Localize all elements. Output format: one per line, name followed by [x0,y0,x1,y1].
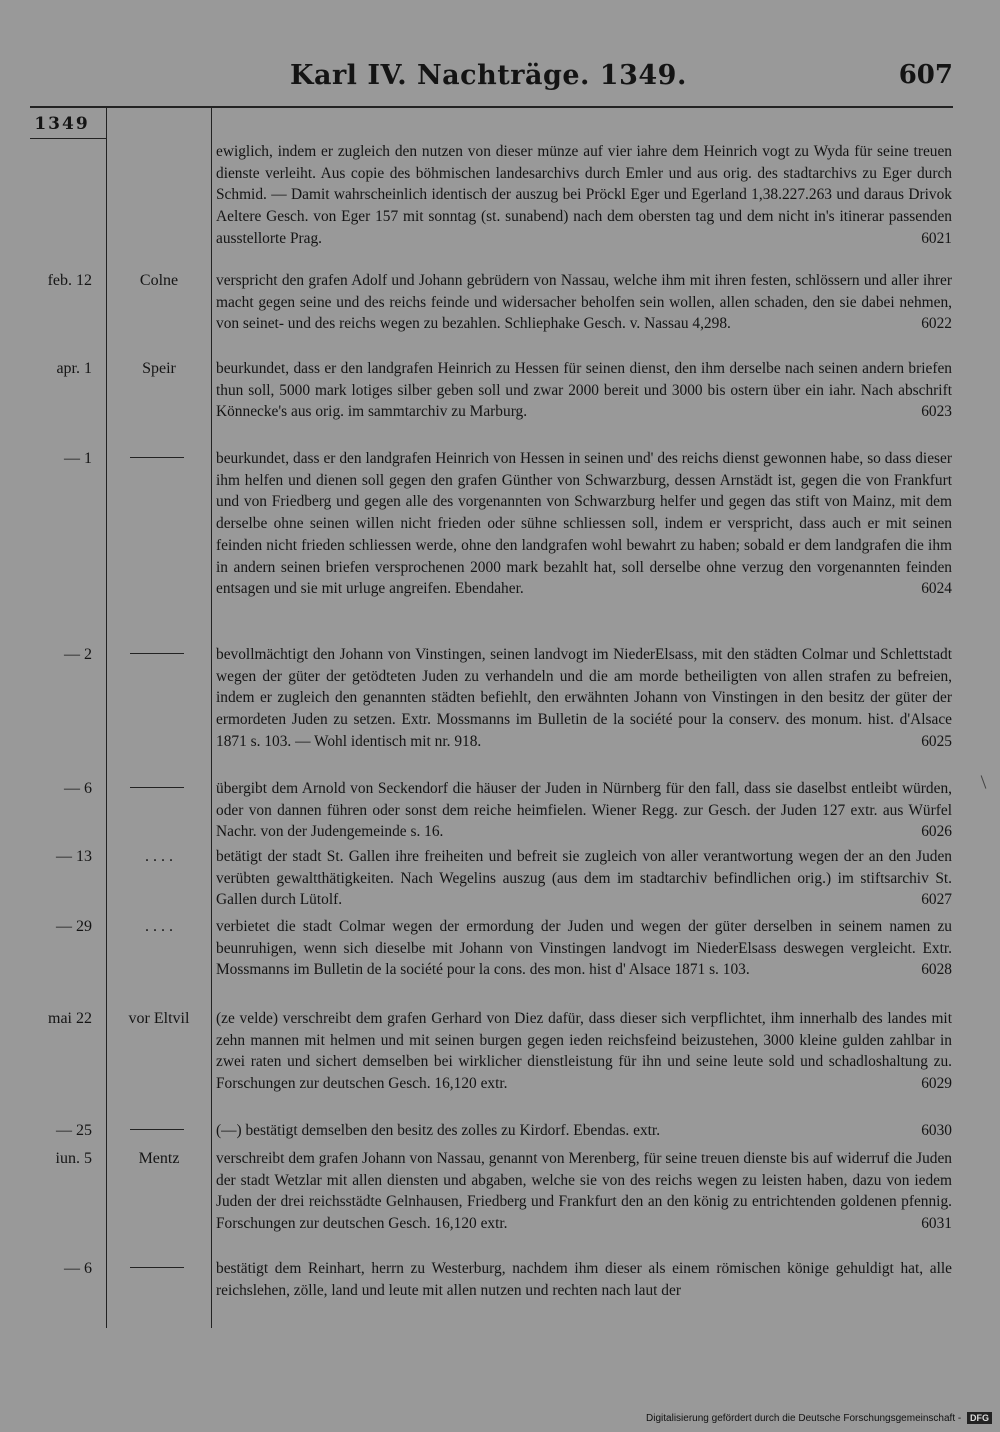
entry-text: verschreibt dem grafen Johann von Nassau, genannt von Merenberg, für seine treuen dienste bis auf widerruf die Juden der stadt Wetzlar mit allen diensten und abgaben, welche sie von des reichs wegen zu leisten haben, dazu von iedem Juden der drei reichsstädte Gelnhausen, Friedberg und Frankfurt den an den könig zu entrichtenden goldenen pfennig. Forschungen zur deutschen Gesch. 16,120 extr. [216,1150,952,1233]
entry-text: bestätigt dem Reinhart, herrn zu Westerburg, nachdem ihm dieser als einem römischen könige gehuldigt hat, alle reichslehen, zölle, land und leute mit allen nutzen und rechten nach laut der [216,1260,952,1299]
entry-date: — 29 [56,918,92,935]
column-divider-date [106,106,107,1328]
header-rule [30,106,953,108]
entry-body [216,448,952,600]
entry-number: 6030 [921,1122,952,1140]
entry-body [216,1148,952,1235]
entry-body [216,916,952,981]
entry-body [216,778,952,843]
dfg-logo: DFG [967,1412,992,1424]
entry-number: 6023 [921,403,952,421]
page-number: 607 [898,60,953,90]
entry-number: 6028 [921,961,952,979]
entry-place: . . . . [145,848,173,865]
entry-body [216,1120,952,1142]
entry-date: — 13 [56,848,92,865]
entry-place: Mentz [138,1150,180,1167]
entry-text: verspricht den grafen Adolf und Johann gebrüdern von Nassau, welche ihm mit ihren festen, schlössern und aller ihrer macht gegen seine und des reichs feinde und widersacher beholfen sein wollen, allen schaden, den sie dabei nehmen, von seinet- und des reichs wegen zu bezahlen. Schliephake Gesch. v. Nassau 4,298. [216,272,952,333]
entry-text: ewiglich, indem er zugleich den nutzen von dieser münze auf vier iahre dem Heinrich vogt zu Wyda für seine treuen dienste verleiht. Aus copie des böhmischen landesarchivs durch Emler und aus orig. des stadtarchivs zu Eger durch Schmid. — Damit wahrscheinlich identisch der auszug bei Pröckl Eger und Egerland 1,38.227.263 und daraus Drivok Aeltere Gesch. von Eger 157 mit sonntag (st. sunabend) nach dem obersten tag und dem nicht in's itinerar passenden ausstellorte Prag. [216,143,952,247]
entry-place-ditto [130,787,184,789]
entry-text: (ze velde) verschreibt dem grafen Gerhard von Diez dafür, dass dieser sich verpflichtet, ihm innerhalb des landes mit zehn mannen mit helmen und mit seinen burgen gegen ieden reichsfeind beizustehen, 3000 kleine gulden zahlbar in zwei raten und sichert demselben bei wirklicher dienstleistung für ihn und seine leute sold und schadloshaltung zu. Forschungen zur deutschen Gesch. 16,120 extr. [216,1010,952,1093]
entry-date: — 1 [64,450,92,467]
entry-body [216,1008,952,1095]
entry-body [216,141,952,250]
funding-footer [646,1412,992,1424]
entry-date: — 25 [56,1122,92,1139]
entry-place-ditto [130,457,184,459]
entry-place-ditto [130,653,184,655]
entry-text: betätigt der stadt St. Gallen ihre freiheiten und befreit sie zugleich von aller verantwortung wegen der an den Juden verübten gewaltthätigkeiten. Nach Wegelins auszug (aus dem im stadtarchiv befindlichen orig.) im stiftsarchiv St. Gallen durch Lütolf. [216,848,952,909]
entry-text: beurkundet, dass er den landgrafen Heinrich zu Hessen für seinen dienst, den ihm derselbe nach seinen andern briefen thun soll, 5000 mark lotiges silber geben soll und zwar 2000 bereit und 3000 bis ostern über ein iahr. Nach abschrift Könnecke's aus orig. im sammtarchiv zu Marburg. [216,360,952,421]
entry-body [216,1258,952,1301]
entry-body [216,358,952,423]
entry-body [216,644,952,753]
entry-number: 6027 [921,891,952,909]
entry-body [216,846,952,911]
column-divider-place [211,106,212,1328]
funding-note: Digitalisierung gefördert durch die Deutsche Forschungsgemeinschaft - [646,1413,962,1424]
entry-date: — 6 [64,780,92,797]
entry-place-ditto [130,1267,184,1269]
entry-date: — 2 [64,646,92,663]
entry-text: bevollmächtigt den Johann von Vinstingen, seinen landvogt im NiederElsass, mit den städten Colmar und Schlettstadt wegen der güter der getödteten Juden zu verhandeln und die am morde betheiligten von allen strafen zu befreien, indem er zugleich den genannten städten befiehlt, den erwähnten Johann von Vinstingen in den besitz der güter der ermordeten Juden zu setzen. Extr. Mossmanns im Bulletin de la société pour la conserv. des monum. hist. d'Alsace 1871 s. 103. — Wohl identisch mit nr. 918. [216,646,952,750]
entry-text: verbietet die stadt Colmar wegen der ermordung der Juden und wegen der güter derselben in seinem namen zu beunruhigen, wenn sich dieselbe mit Johann von Vinstingen landvogt im NiederElsass deswegen vergleicht. Extr. Mossmanns im Bulletin de la société pour la cons. des mon. hist d' Alsace 1871 s. 103. [216,918,952,979]
entry-number: 6022 [921,315,952,333]
entry-text: (—) bestätigt demselben den besitz des zolles zu Kirdorf. Ebendas. extr. [216,1122,661,1139]
entry-body [216,270,952,335]
entry-date: — 6 [64,1260,92,1277]
scan-speck [981,775,987,788]
entry-date: iun. 5 [55,1150,92,1167]
entry-number: 6029 [921,1075,952,1093]
entry-place: Colne [139,272,179,289]
entry-place: . . . . [145,918,173,935]
entry-place: vor Eltvil [128,1010,190,1027]
entry-date: apr. 1 [56,360,92,377]
entry-number: 6026 [921,823,952,841]
running-title: Karl IV. Nachträge. 1349. [290,60,687,91]
entry-text: übergibt dem Arnold von Seckendorf die häuser der Juden in Nürnberg für den fall, dass sie daselbst entleibt würden, oder von dannen führen oder sonst dem reiche heimfielen. Wiener Regg. zur Gesch. der Juden 127 extr. aus Würfel Nachr. von der Judengemeinde s. 16. [216,780,952,841]
entry-place: Speir [142,360,176,377]
year-label: 1349 [34,114,90,134]
entry-number: 6025 [921,732,952,750]
entry-text: beurkundet, dass er den landgrafen Heinrich von Hessen in seinen und' des reichs dienst gewonnen habe, so dass dieser ihm helfen und dienen soll gegen den grafen Günther von Schwarzburg, dessen Arnstädt ist, gegen die von Frankfurt und von Friedberg und gegen alle des vorgenannten von Schwarzburg helfer und gegen das stift von Mainz, mit dem derselbe ohne seinen willen nicht frieden oder sühne schliessen soll, indem er verspricht, dass auch er mit seinen feinden nicht frieden schliessen werde, ohne den landgrafen wohl bewahrt zu haben; sobald er dem landgrafen die ihm in andern seinen briefen versprochenen 2000 mark bezahlt hat, soll derselbe ohne verzug den vorgenannten feinden entsagen und sie mit urluge angreifen. Ebendaher. [216,450,952,598]
entry-number: 6021 [921,229,952,247]
entry-date: feb. 12 [47,272,92,289]
entry-date: mai 22 [48,1010,92,1027]
entry-number: 6031 [921,1215,952,1233]
year-rule [30,138,106,139]
entry-place-ditto [130,1129,184,1131]
entry-number: 6024 [921,580,952,598]
